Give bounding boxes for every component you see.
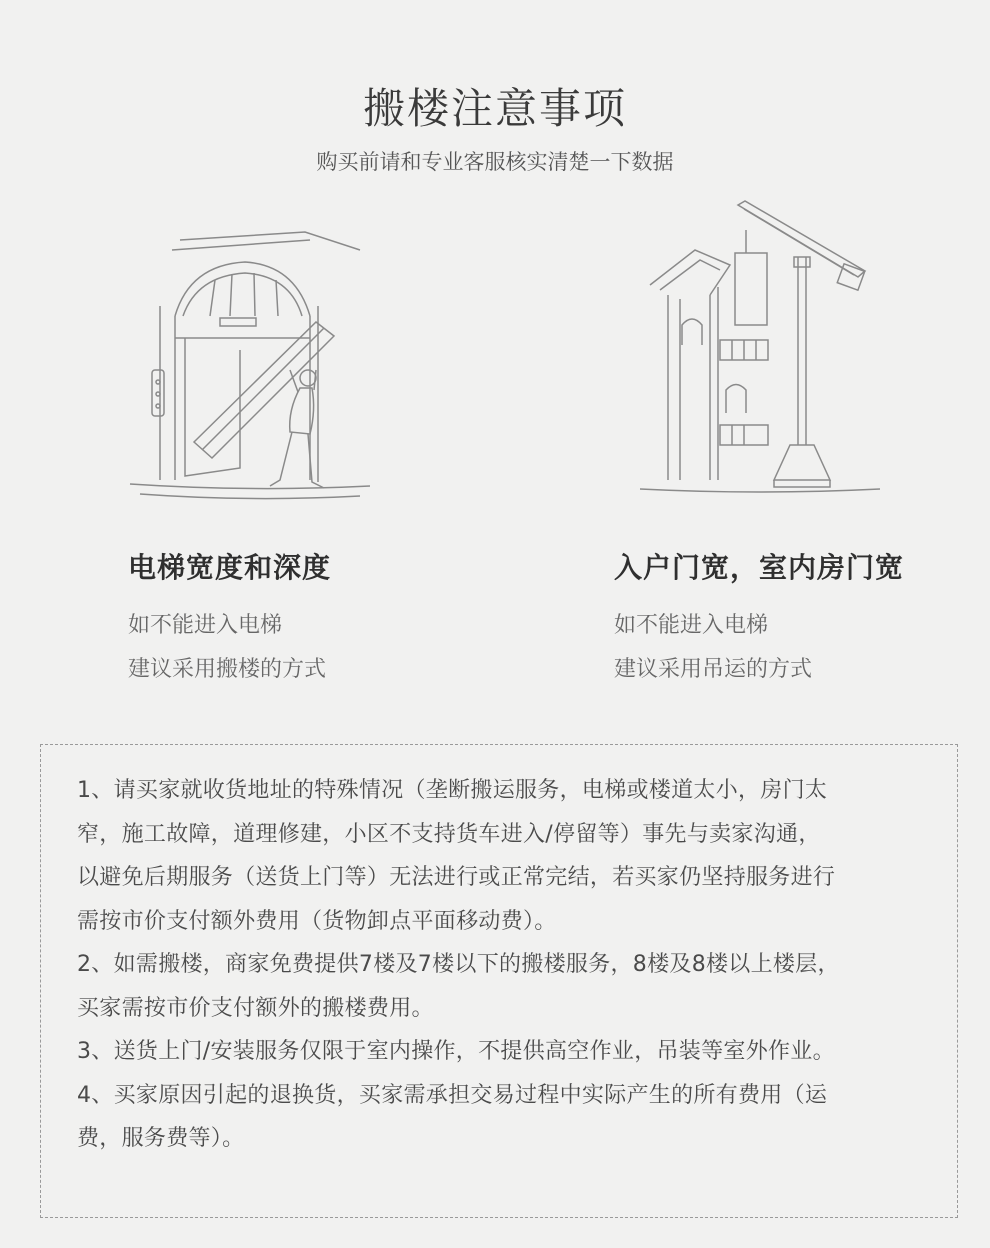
door-width-section (614, 546, 904, 692)
elevator-size-heading: 电梯宽度和深度 (128, 551, 332, 584)
notice-item-4 (77, 1074, 933, 1161)
elevator-size-section (128, 546, 331, 692)
door-width-line-1: 如不能进入电梯 (614, 613, 769, 638)
page-subtitle: 购买前请和专业客服核实清楚一下数据 (316, 150, 674, 174)
page-title: 搬楼注意事项 (362, 84, 627, 133)
notice-item-2 (77, 943, 933, 1030)
notice-line: 费，服务费等）。 (77, 1126, 245, 1151)
notice-line: 1、请买家就收货地址的特殊情况（垄断搬运服务，电梯或楼道太小，房门太 (77, 778, 828, 803)
notice-body (77, 769, 933, 1161)
door-width-heading: 入户门宽，室内房门宽 (614, 551, 905, 584)
notice-line: 需按市价支付额外费用（货物卸点平面移动费）。 (77, 908, 557, 934)
notice-line: 4、买家原因引起的退换货，买家需承担交易过程中实际产生的所有费用（运 (77, 1082, 828, 1108)
notice-item-1 (77, 769, 933, 943)
notice-line: 3、送货上门/安装服务仅限于室内操作，不提供高空作业，吊装等室外作业。 (77, 1039, 835, 1064)
notice-box (40, 744, 958, 1218)
notice-line: 2、如需搬楼，商家免费提供7楼及7楼以下的搬楼服务，8楼及8楼以上楼层， (77, 952, 840, 977)
elevator-size-line-2: 建议采用搬楼的方式 (128, 657, 327, 682)
crane-hoist-icon (640, 195, 880, 500)
elevator-size-line-1: 如不能进入电梯 (128, 613, 283, 638)
notice-line: 以避免后期服务（送货上门等）无法进行或正常完结，若买家仍坚持服务进行 (77, 865, 836, 890)
notice-item-3 (77, 1030, 933, 1074)
notice-line: 窄，施工故障，道理修建，小区不支持货车进入/停留等）事先与卖家沟通， (77, 821, 821, 847)
elevator-carry-icon (120, 210, 380, 510)
notice-line: 买家需按市价支付额外的搬楼费用。 (77, 995, 434, 1021)
door-width-line-2: 建议采用吊运的方式 (614, 657, 813, 682)
